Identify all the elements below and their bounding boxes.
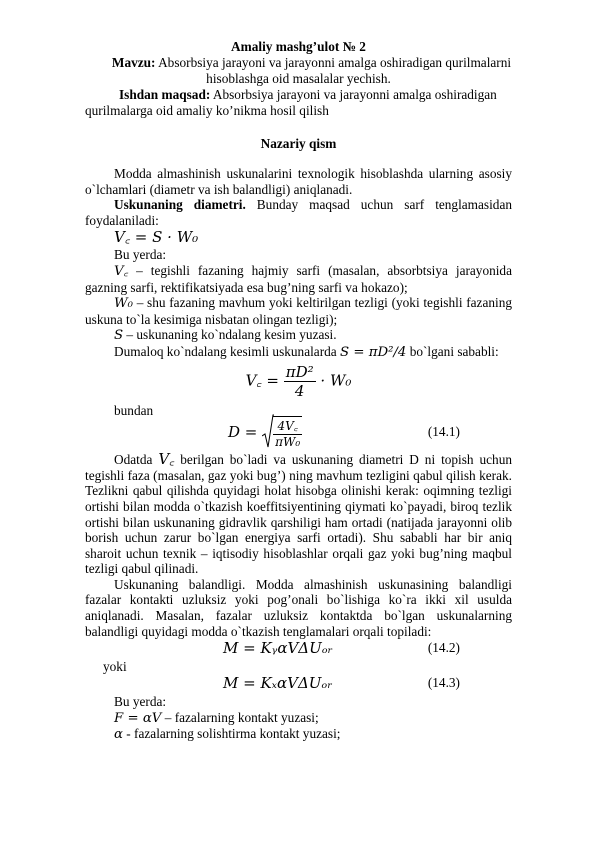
diameter-heading: Uskunaning diametri. [114,197,246,213]
goal-line [85,87,512,119]
definition-s-text: – uskunaning ko`ndalang kesim yuzasi. [123,327,337,343]
symbol-vc: V꜀ [114,263,129,279]
symbol-w0: W₀ [114,296,133,312]
definition-w0-text: – shu fazaning mavhum yoki keltirilgan tezligi (yoki tegishli fazaning uskuna to`la kesimiga nisbatan olingan tezligi); [85,295,512,327]
yoki-label: yoki [103,659,127,675]
goal-text: Absorbsiya jarayoni va jarayonni amalga oshiradigan qurilmalarga oid amaliy ko’nikma hosil qilish [85,87,497,118]
round-section-line [85,344,512,361]
bundan-label: bundan [114,402,154,418]
round-area-formula: S = πD²/4 [340,344,407,360]
equation-number-14-1: (14.1) [427,424,460,440]
round-text-post: bo`lgani sababli: [406,343,499,359]
equation-vc-denominator: 4 [294,381,305,400]
symbol-f-eq: F = αV [114,710,162,726]
equation-d-denominator: πW₀ [275,434,301,449]
definition-w0 [85,295,512,327]
section-title: Nazariy qism [260,136,337,151]
equation-14-3-row [85,674,512,694]
odatda-text: berilgan bo`ladi va uskunaning diametri D ni topish uchun tegishli faza (masalan, gaz yoki bug’) ning mavhum tezligini qabul qilish kerak. Tezlikni qabul qilishda quyidagi holat hisobga olinishi kerak: oqimning tezligi ortishi bilan modda o`tkazish koeffitsiyentining qiymati ko`payadi, biroq tezlik ortishi bilan uskunaning gidravlik qarshiligi ham ortadi (natijada jarayonni olib borish uchun zarur bo`lgan energiya sarfi ortadi). Shu sababli har bir aniq sharoit uchun texnik – iqtisodiy hisoblashlar orqali gaz yoki bug’ning maqbul tezligi qabul qilinadi. [85,452,512,577]
symbol-s: S [114,328,124,344]
topic-line [85,55,512,87]
definition-f [85,710,512,727]
topic-label: Mavzu: [111,55,156,70]
definition-alpha-text: - fazalarning solishtirma kontakt yuzasi; [122,726,341,742]
equation-d-numerator: 4V꜀ [273,417,302,435]
definition-alpha [85,726,512,743]
paragraph-height: Uskunaning balandligi. Modda almashinish uskunasining balandligi fazalar kontakti uzluksiz yoki pog’onali bo`lishiga ko`ra ikki xil usulda aniqlanadi. Masalan, fazalar uzluksiz kontaktda bo`lgan uskunalarning balandligi quyidagi modda o`tkazish tenglamalari orqali topiladi: [85,576,512,639]
round-text-pre: Dumaloq ko`ndalang kesimli uskunalarda [114,343,340,359]
page-title: Amaliy mashg’ulot № 2 [231,39,366,54]
odatda-pre: Odatda [114,452,159,468]
definition-s [85,327,512,344]
equation-diameter-row [85,412,512,452]
paragraph-odatda [85,452,512,577]
equation-vc-tail: · W₀ [320,371,352,390]
equation-vc-numerator: πD² [285,362,314,381]
bu-yerda-label-2: Bu yerda: [114,694,167,710]
paragraph-diameter [85,197,512,228]
definition-f-text: – fazalarning kontakt yuzasi; [161,709,319,725]
equation-number-14-2: (14.2) [427,640,460,656]
equation-vc-fraction [284,363,316,400]
equation-d-fraction [273,416,302,449]
goal-label: Ishdan maqsad: [119,87,211,102]
bu-yerda-label: Bu yerda: [114,247,167,263]
equation-vc-lhs: V꜀ = [245,371,279,390]
equation-14-3: M = KₓαVΔUₒᵣ [223,674,333,693]
equation-vc-pi [85,363,512,400]
definition-vc [85,263,512,295]
equation-diameter [228,414,302,450]
definition-vc-text: – tegishli fazaning hajmiy sarfi (masalan, absorbtsiya jarayonida gazning sarfi, rektifikatsiyada esa bug’ning sarfi va hokazo); [85,262,512,295]
paragraph-intro: Modda almashinish uskunalarini texnologik hisoblashda ularning asosiy o`lchamlari (diametr va ish balandligi) aniqlanadi. [85,166,512,197]
equation-14-2-row [85,639,512,659]
document-page [85,38,512,743]
topic-text: Absorbsiya jarayoni va jarayonni amalga oshiradigan qurilmalarni hisoblashga oid masalalar yechish. [155,55,512,86]
symbol-alpha: α [114,727,123,743]
equation-vc-sw: V꜀ = S · W₀ [114,228,199,247]
equation-number-14-3: (14.3) [427,675,460,691]
equation-14-2: M = KᵧαVΔUₒᵣ [223,639,333,658]
equation-d-lhs: D = [228,423,258,442]
diameter-text: Bunday maqsad uchun sarf tenglamasidan foydalaniladi: [85,197,512,228]
odatda-symbol-vc: V꜀ [158,450,175,469]
